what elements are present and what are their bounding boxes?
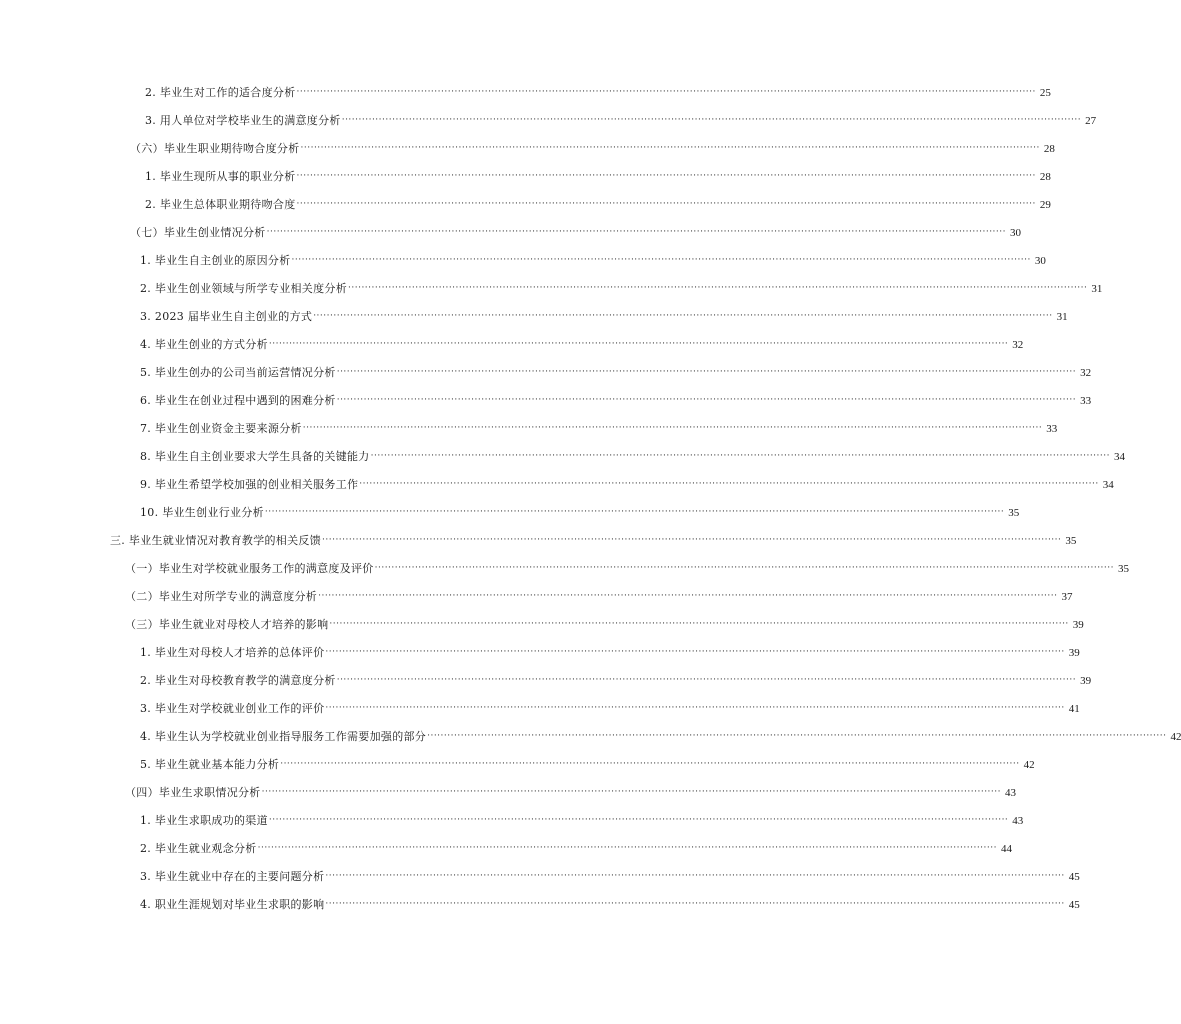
toc-entry-page: 33 <box>1080 395 1092 407</box>
toc-entry[interactable] <box>140 500 1020 520</box>
toc-entry-page: 28 <box>1043 143 1055 155</box>
toc-entry-page: 42 <box>1023 759 1035 771</box>
toc-entry[interactable] <box>140 892 1080 912</box>
toc-entry-page: 35 <box>1065 535 1077 547</box>
toc-entry-title: 5. 毕业生就业基本能力分析 <box>140 758 280 771</box>
toc-entry[interactable] <box>125 780 1016 800</box>
toc-entry[interactable] <box>145 164 1051 184</box>
toc-leader: ···························································································································································································································· <box>325 703 1065 713</box>
toc-leader: ···························································································································································································································· <box>359 479 1099 489</box>
toc-entry[interactable] <box>110 528 1077 548</box>
toc-entry-page: 32 <box>1080 367 1092 379</box>
toc-leader: ···························································································································································································································· <box>268 339 1009 349</box>
toc-leader: ···························································································································································································································· <box>336 395 1077 405</box>
toc-entry-page: 30 <box>1034 255 1046 267</box>
toc-leader: ···························································································································································································································· <box>257 843 997 853</box>
toc-entry-title: （一）毕业生对学校就业服务工作的满意度及评价 <box>125 562 374 575</box>
toc-entry[interactable] <box>140 864 1080 884</box>
toc-entry-page: 31 <box>1091 283 1103 295</box>
toc-entry[interactable] <box>130 136 1055 156</box>
toc-entry-title: 4. 职业生涯规划对毕业生求职的影响 <box>140 898 325 911</box>
toc-entry[interactable] <box>145 80 1051 100</box>
toc-leader: ···························································································································································································································· <box>313 311 1053 321</box>
toc-entry-page: 25 <box>1039 87 1051 99</box>
toc-entry[interactable] <box>125 556 1129 576</box>
toc-leader: ···························································································································································································································· <box>370 451 1110 461</box>
toc-entry-page: 31 <box>1056 311 1068 323</box>
toc-entry-title: 5. 毕业生创办的公司当前运营情况分析 <box>140 366 336 379</box>
toc-leader: ···························································································································································································································· <box>329 619 1069 629</box>
toc-leader: ···························································································································································································································· <box>325 899 1065 909</box>
toc-entry-title: 2. 毕业生对工作的适合度分析 <box>145 86 296 99</box>
toc-entry[interactable] <box>145 192 1051 212</box>
toc-entry-page: 44 <box>1000 843 1012 855</box>
toc-entry-title: 3. 毕业生就业中存在的主要问题分析 <box>140 870 325 883</box>
toc-entry-title: 1. 毕业生自主创业的原因分析 <box>140 254 291 267</box>
toc-entry-page: 39 <box>1080 675 1092 687</box>
toc-leader: ···························································································································································································································· <box>261 787 1001 797</box>
toc-entry-page: 45 <box>1068 899 1080 911</box>
toc-leader: ···························································································································································································································· <box>322 535 1062 545</box>
toc-leader: ···························································································································································································································· <box>264 507 1005 517</box>
toc-entry-page: 29 <box>1039 199 1051 211</box>
toc-leader: ···························································································································································································································· <box>296 87 1036 97</box>
toc-entry[interactable] <box>140 416 1058 436</box>
toc-entry-title: （四）毕业生求职情况分析 <box>125 786 261 799</box>
toc-entry-title: 1. 毕业生对母校人才培养的总体评价 <box>140 646 325 659</box>
toc-entry[interactable] <box>125 612 1084 632</box>
toc-entry-page: 39 <box>1072 619 1084 631</box>
toc-entry[interactable] <box>130 220 1021 240</box>
toc-leader: ···························································································································································································································· <box>341 115 1082 125</box>
toc-entry[interactable] <box>140 836 1012 856</box>
toc-entry[interactable] <box>125 584 1073 604</box>
toc-entry[interactable] <box>140 668 1092 688</box>
toc-entry[interactable] <box>140 388 1092 408</box>
toc-entry-title: 1. 毕业生求职成功的渠道 <box>140 814 268 827</box>
toc-entry-title: 2. 毕业生就业观念分析 <box>140 842 257 855</box>
toc-entry-page: 34 <box>1113 451 1125 463</box>
toc-leader: ···························································································································································································································· <box>266 227 1006 237</box>
toc-leader: ···························································································································································································································· <box>280 759 1020 769</box>
toc-entry[interactable] <box>140 808 1024 828</box>
toc-entry[interactable] <box>145 108 1097 128</box>
toc-entry-title: 10. 毕业生创业行业分析 <box>140 506 264 519</box>
toc-entry-page: 39 <box>1068 647 1080 659</box>
toc-entry-title: 4. 毕业生创业的方式分析 <box>140 338 268 351</box>
toc-leader: ···························································································································································································································· <box>296 199 1036 209</box>
toc-leader: ···························································································································································································································· <box>427 731 1167 741</box>
toc-entry-page: 32 <box>1012 339 1024 351</box>
toc-leader: ···························································································································································································································· <box>336 367 1077 377</box>
toc-entry-page: 45 <box>1068 871 1080 883</box>
toc-leader: ···························································································································································································································· <box>268 815 1009 825</box>
toc-entry-page: 35 <box>1008 507 1020 519</box>
toc-leader: ···························································································································································································································· <box>302 423 1043 433</box>
toc-entry-page: 41 <box>1068 703 1080 715</box>
toc-entry-title: 9. 毕业生希望学校加强的创业相关服务工作 <box>140 478 359 491</box>
toc-entry-title: 7. 毕业生创业资金主要来源分析 <box>140 422 302 435</box>
toc-leader: ···························································································································································································································· <box>348 283 1088 293</box>
toc-leader: ···························································································································································································································· <box>296 171 1036 181</box>
toc-entry-page: 34 <box>1102 479 1114 491</box>
toc-entry-title: 3. 2023 届毕业生自主创业的方式 <box>140 310 313 323</box>
toc-entry-title: 2. 毕业生总体职业期待吻合度 <box>145 198 296 211</box>
toc-entry[interactable] <box>140 696 1080 716</box>
toc-entry-page: 27 <box>1085 115 1097 127</box>
toc-leader: ···························································································································································································································· <box>325 871 1065 881</box>
toc-entry-title: 2. 毕业生对母校教育教学的满意度分析 <box>140 674 336 687</box>
toc-entry-page: 43 <box>1005 787 1016 799</box>
toc-entry-title: 4. 毕业生认为学校就业创业指导服务工作需要加强的部分 <box>140 730 427 743</box>
toc-entry-title: 三. 毕业生就业情况对教育教学的相关反馈 <box>110 534 321 547</box>
toc-entry-page: 30 <box>1010 227 1021 239</box>
toc-leader: ···························································································································································································································· <box>300 143 1040 153</box>
toc-leader: ···························································································································································································································· <box>318 591 1058 601</box>
toc-entry-page: 42 <box>1170 731 1181 743</box>
toc-entry-page: 37 <box>1061 591 1073 603</box>
toc-leader: ···························································································································································································································· <box>325 647 1065 657</box>
toc-entry[interactable] <box>140 332 1024 352</box>
toc-leader: ···························································································································································································································· <box>291 255 1031 265</box>
toc-entry-title: 3. 用人单位对学校毕业生的满意度分析 <box>145 114 341 127</box>
toc-entry-title: （二）毕业生对所学专业的满意度分析 <box>125 590 318 603</box>
toc-entry-page: 43 <box>1012 815 1024 827</box>
toc-entry[interactable] <box>140 276 1103 296</box>
toc-entry[interactable] <box>140 472 1114 492</box>
toc-entry-title: 8. 毕业生自主创业要求大学生具备的关键能力 <box>140 450 370 463</box>
toc-leader: ···························································································································································································································· <box>374 563 1114 573</box>
toc-entry-page: 33 <box>1046 423 1058 435</box>
toc-entry[interactable] <box>140 752 1035 772</box>
toc-entry[interactable] <box>140 360 1092 380</box>
toc-entry-title: 2. 毕业生创业领域与所学专业相关度分析 <box>140 282 347 295</box>
toc-entry-page: 35 <box>1118 563 1129 575</box>
toc-entry-title: 6. 毕业生在创业过程中遇到的困难分析 <box>140 394 336 407</box>
toc-entry-title: 3. 毕业生对学校就业创业工作的评价 <box>140 702 325 715</box>
toc-entry-title: （三）毕业生就业对母校人才培养的影响 <box>125 618 329 631</box>
toc-entry-title: 1. 毕业生现所从事的职业分析 <box>145 170 296 183</box>
toc-entry[interactable] <box>140 248 1046 268</box>
toc-entry-title: （七）毕业生创业情况分析 <box>130 226 266 239</box>
toc-entry[interactable] <box>140 640 1080 660</box>
toc-entry[interactable] <box>140 724 1181 744</box>
toc-entry[interactable] <box>140 304 1068 324</box>
toc-entry[interactable] <box>140 444 1125 464</box>
toc-entry-page: 28 <box>1039 171 1051 183</box>
toc-entry-title: （六）毕业生职业期待吻合度分析 <box>130 142 300 155</box>
toc-leader: ···························································································································································································································· <box>336 675 1077 685</box>
